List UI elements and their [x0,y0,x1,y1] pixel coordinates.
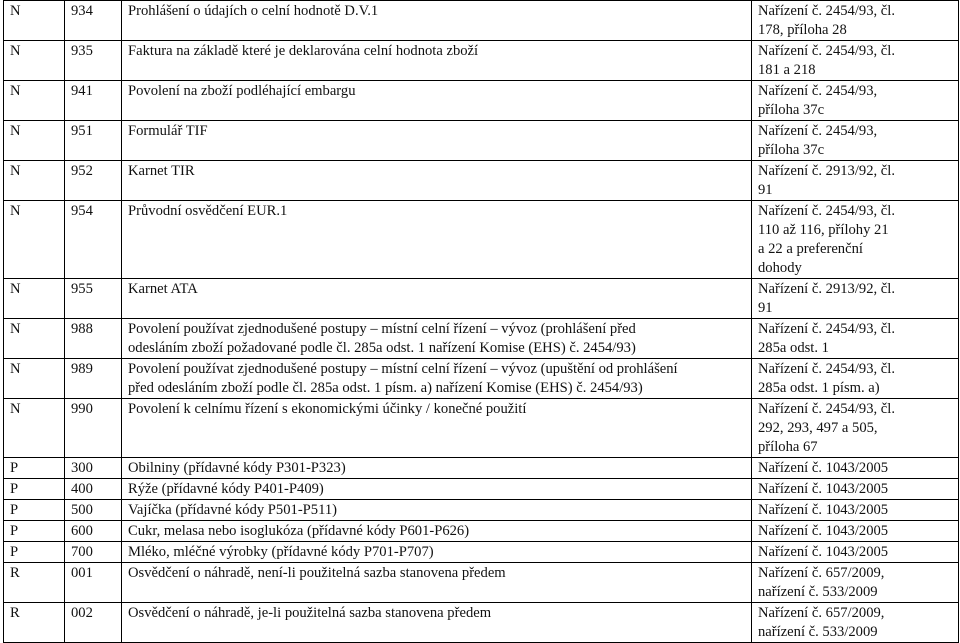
reference-line: Nařízení č. 2454/93, čl. [758,321,895,337]
reference-line: příloha 67 [758,439,818,455]
row-code-cell: 952 [65,161,122,201]
reference-line: Nařízení č. 1043/2005 [758,523,889,539]
table-row [4,41,959,81]
reference-line: 285a odst. 1 písm. a) [758,380,880,396]
row-reference-cell [752,81,959,121]
row-reference-cell [752,121,959,161]
row-reference-cell [752,201,959,279]
row-description-cell [122,279,752,319]
row-code-cell: 951 [65,121,122,161]
row-description-cell [122,500,752,521]
row-type-cell: R [4,563,65,603]
row-description-cell [122,41,752,81]
table-row [4,1,959,41]
description-line: Rýže (přídavné kódy P401-P409) [128,481,324,497]
table-row [4,201,959,279]
row-code-cell: 400 [65,479,122,500]
row-reference-cell [752,500,959,521]
row-code-cell: 955 [65,279,122,319]
table-row [4,542,959,563]
description-line: Karnet ATA [128,281,198,297]
reference-line: Nařízení č. 2454/93, čl. [758,203,895,219]
description-line: Povolení používat zjednodušené postupy – místní celní řízení – vývoz (upuštění od prohlášení [128,361,678,377]
table-row [4,563,959,603]
reference-line: nařízení č. 533/2009 [758,624,878,640]
row-reference-cell [752,563,959,603]
row-description-cell [122,81,752,121]
reference-line: Nařízení č. 2454/93, čl. [758,43,895,59]
row-description-cell [122,399,752,458]
row-type-cell: R [4,603,65,643]
row-reference-cell [752,1,959,41]
row-code-cell: 001 [65,563,122,603]
row-reference-cell [752,319,959,359]
row-type-cell: N [4,279,65,319]
description-line: Povolení k celnímu řízení s ekonomickými účinky / konečné použití [128,401,527,417]
row-code-cell: 954 [65,201,122,279]
row-code-cell: 941 [65,81,122,121]
row-code-cell: 989 [65,359,122,399]
reference-line: Nařízení č. 1043/2005 [758,481,889,497]
reference-line: nařízení č. 533/2009 [758,584,878,600]
reference-line: 181 a 218 [758,62,816,78]
description-line: Povolení na zboží podléhající embargu [128,83,356,99]
table-body [4,1,959,643]
table-row [4,319,959,359]
row-type-cell: P [4,500,65,521]
row-type-cell: N [4,121,65,161]
description-line: Osvědčení o náhradě, je-li použitelná sazba stanovena předem [128,605,492,621]
row-type-cell: N [4,41,65,81]
row-type-cell: N [4,319,65,359]
description-line: Průvodní osvědčení EUR.1 [128,203,288,219]
row-reference-cell [752,41,959,81]
description-line: odesláním zboží požadované podle čl. 285a odst. 1 nařízení Komise (EHS) č. 2454/93) [128,340,636,356]
row-type-cell: N [4,1,65,41]
row-type-cell: P [4,542,65,563]
reference-line: dohody [758,260,802,276]
row-code-cell: 988 [65,319,122,359]
reference-line: Nařízení č. 2913/92, čl. [758,281,895,297]
table-row [4,500,959,521]
description-line: Karnet TIR [128,163,195,179]
description-line: Vajíčka (přídavné kódy P501-P511) [128,502,338,518]
row-type-cell: P [4,458,65,479]
row-reference-cell [752,603,959,643]
reference-line: příloha 37c [758,102,825,118]
row-description-cell [122,542,752,563]
row-code-cell: 700 [65,542,122,563]
reference-line: 285a odst. 1 [758,340,829,356]
reference-line: Nařízení č. 2454/93, čl. [758,3,895,19]
row-description-cell [122,563,752,603]
table-row [4,121,959,161]
row-code-cell: 600 [65,521,122,542]
description-line: Mléko, mléčné výrobky (přídavné kódy P701-P707) [128,544,434,560]
row-reference-cell [752,279,959,319]
table-row [4,521,959,542]
reference-line: Nařízení č. 657/2009, [758,605,885,621]
row-reference-cell [752,479,959,500]
row-code-cell: 300 [65,458,122,479]
row-code-cell: 990 [65,399,122,458]
reference-line: 178, příloha 28 [758,22,847,38]
reference-line: Nařízení č. 2454/93, čl. [758,401,895,417]
row-description-cell [122,1,752,41]
table-row [4,161,959,201]
row-reference-cell [752,542,959,563]
reference-line: 91 [758,182,773,198]
table-row [4,279,959,319]
table-row [4,458,959,479]
row-code-cell: 934 [65,1,122,41]
row-type-cell: N [4,399,65,458]
row-type-cell: N [4,359,65,399]
row-type-cell: N [4,161,65,201]
reference-line: Nařízení č. 2454/93, [758,123,878,139]
row-description-cell [122,479,752,500]
row-description-cell [122,603,752,643]
description-line: Prohlášení o údajích o celní hodnotě D.V.1 [128,3,379,19]
reference-line: Nařízení č. 2454/93, čl. [758,361,895,377]
reference-line: Nařízení č. 1043/2005 [758,460,889,476]
reference-line: 110 až 116, přílohy 21 [758,222,889,238]
description-line: Osvědčení o náhradě, není-li použitelná sazba stanovena předem [128,565,506,581]
row-description-cell [122,201,752,279]
reference-line: příloha 37c [758,142,825,158]
row-type-cell: N [4,81,65,121]
table-row [4,603,959,643]
row-code-cell: 500 [65,500,122,521]
row-type-cell: P [4,479,65,500]
description-line: Obilniny (přídavné kódy P301-P323) [128,460,346,476]
row-type-cell: N [4,201,65,279]
row-description-cell [122,521,752,542]
reference-line: 91 [758,300,773,316]
description-line: před odesláním zboží podle čl. 285a odst. 1 písm. a) nařízení Komise (EHS) č. 2454/93) [128,380,643,396]
table-row [4,81,959,121]
table-row [4,359,959,399]
row-description-cell [122,319,752,359]
row-description-cell [122,121,752,161]
row-description-cell [122,458,752,479]
row-description-cell [122,359,752,399]
row-reference-cell [752,521,959,542]
reference-line: Nařízení č. 657/2009, [758,565,885,581]
description-line: Formulář TIF [128,123,208,139]
description-line: Faktura na základě které je deklarována celní hodnota zboží [128,43,479,59]
table-row [4,479,959,500]
reference-line: Nařízení č. 1043/2005 [758,544,889,560]
reference-line: 292, 293, 497 a 505, [758,420,878,436]
description-line: Povolení používat zjednodušené postupy – místní celní řízení – vývoz (prohlášení před [128,321,636,337]
row-reference-cell [752,161,959,201]
reference-line: Nařízení č. 1043/2005 [758,502,889,518]
row-code-cell: 002 [65,603,122,643]
reference-line: Nařízení č. 2454/93, [758,83,878,99]
reference-line: Nařízení č. 2913/92, čl. [758,163,895,179]
document-codes-table [3,0,959,643]
row-reference-cell [752,458,959,479]
reference-line: a 22 a preferenční [758,241,863,257]
description-line: Cukr, melasa nebo isoglukóza (přídavné kódy P601-P626) [128,523,470,539]
row-reference-cell [752,399,959,458]
table-row [4,399,959,458]
row-description-cell [122,161,752,201]
row-code-cell: 935 [65,41,122,81]
row-type-cell: P [4,521,65,542]
row-reference-cell [752,359,959,399]
